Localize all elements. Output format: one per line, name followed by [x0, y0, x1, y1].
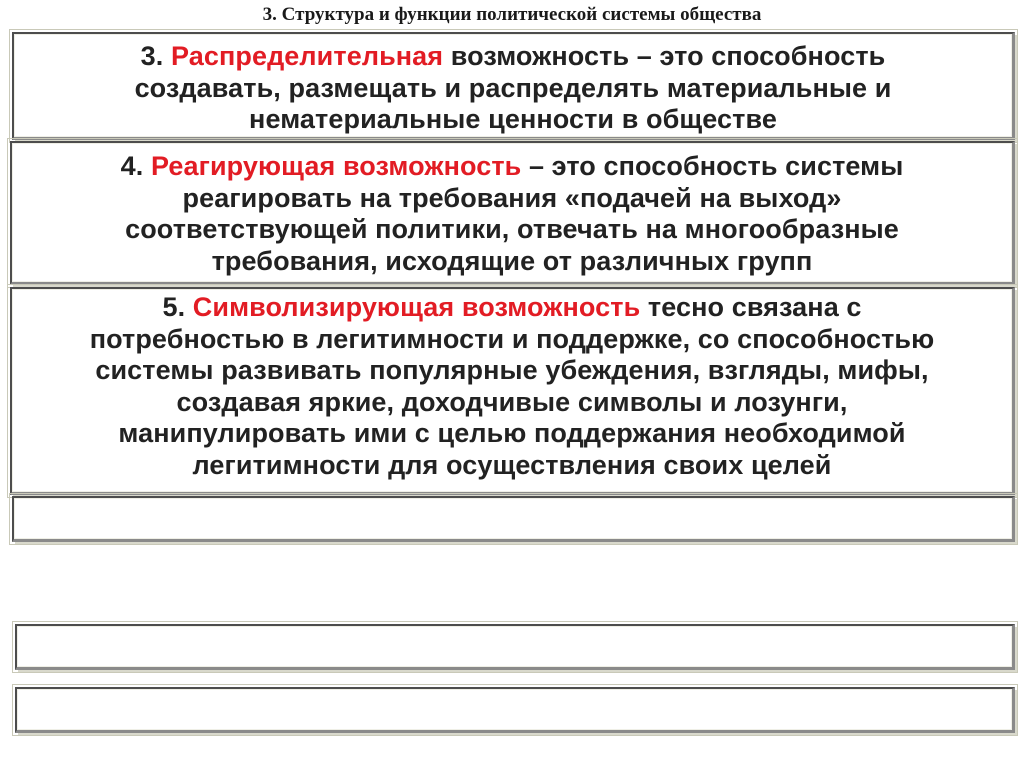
card-line: системы развивать популярные убеждения, взгляды, мифы,	[95, 355, 929, 385]
highlight-term: Реагирующая возможность	[150, 151, 522, 181]
empty-box	[15, 687, 1015, 733]
card-line: потребностью в легитимности и поддержке, со способностью	[89, 323, 935, 354]
empty-box	[12, 496, 1015, 542]
card-responsive-capability	[10, 141, 1015, 285]
empty-box	[15, 624, 1015, 670]
card-line: манипулировать ими с целью поддержания необходимой	[118, 418, 906, 448]
card-text	[12, 292, 1012, 481]
card-line	[12, 151, 1012, 183]
item-number: 5.	[162, 292, 186, 322]
card-line: легитимности для осуществления своих целей	[192, 449, 832, 480]
card-line: реагировать на требования «подачей на выход»	[182, 182, 842, 213]
card-text	[14, 41, 1012, 136]
line-rest: тесно связана с	[647, 292, 862, 322]
item-number: 3.	[140, 41, 164, 71]
card-line: создавая яркие, доходчивые символы и лозунги,	[176, 386, 848, 417]
card-symbolic-capability	[10, 287, 1015, 495]
highlight-term: Символизирующая возможность	[192, 292, 641, 322]
line-rest: возможность – это способность	[450, 41, 886, 71]
card-line	[12, 292, 1012, 324]
slide-title: 3. Структура и функции политической системы общества	[262, 4, 762, 25]
item-number: 4.	[120, 151, 144, 181]
card-line: соответствующей политики, отвечать на многообразные	[125, 214, 899, 244]
card-line: нематериальные ценности в обществе	[249, 104, 777, 134]
highlight-term: Распределительная	[170, 41, 444, 71]
card-line: требования, исходящие от различных групп	[211, 245, 813, 276]
card-distributive-capability	[12, 32, 1015, 140]
card-line: создавать, размещать и распределять материальные и	[134, 72, 892, 103]
card-text	[12, 151, 1012, 277]
card-line	[14, 41, 1012, 73]
line-rest: – это способность системы	[528, 151, 904, 181]
